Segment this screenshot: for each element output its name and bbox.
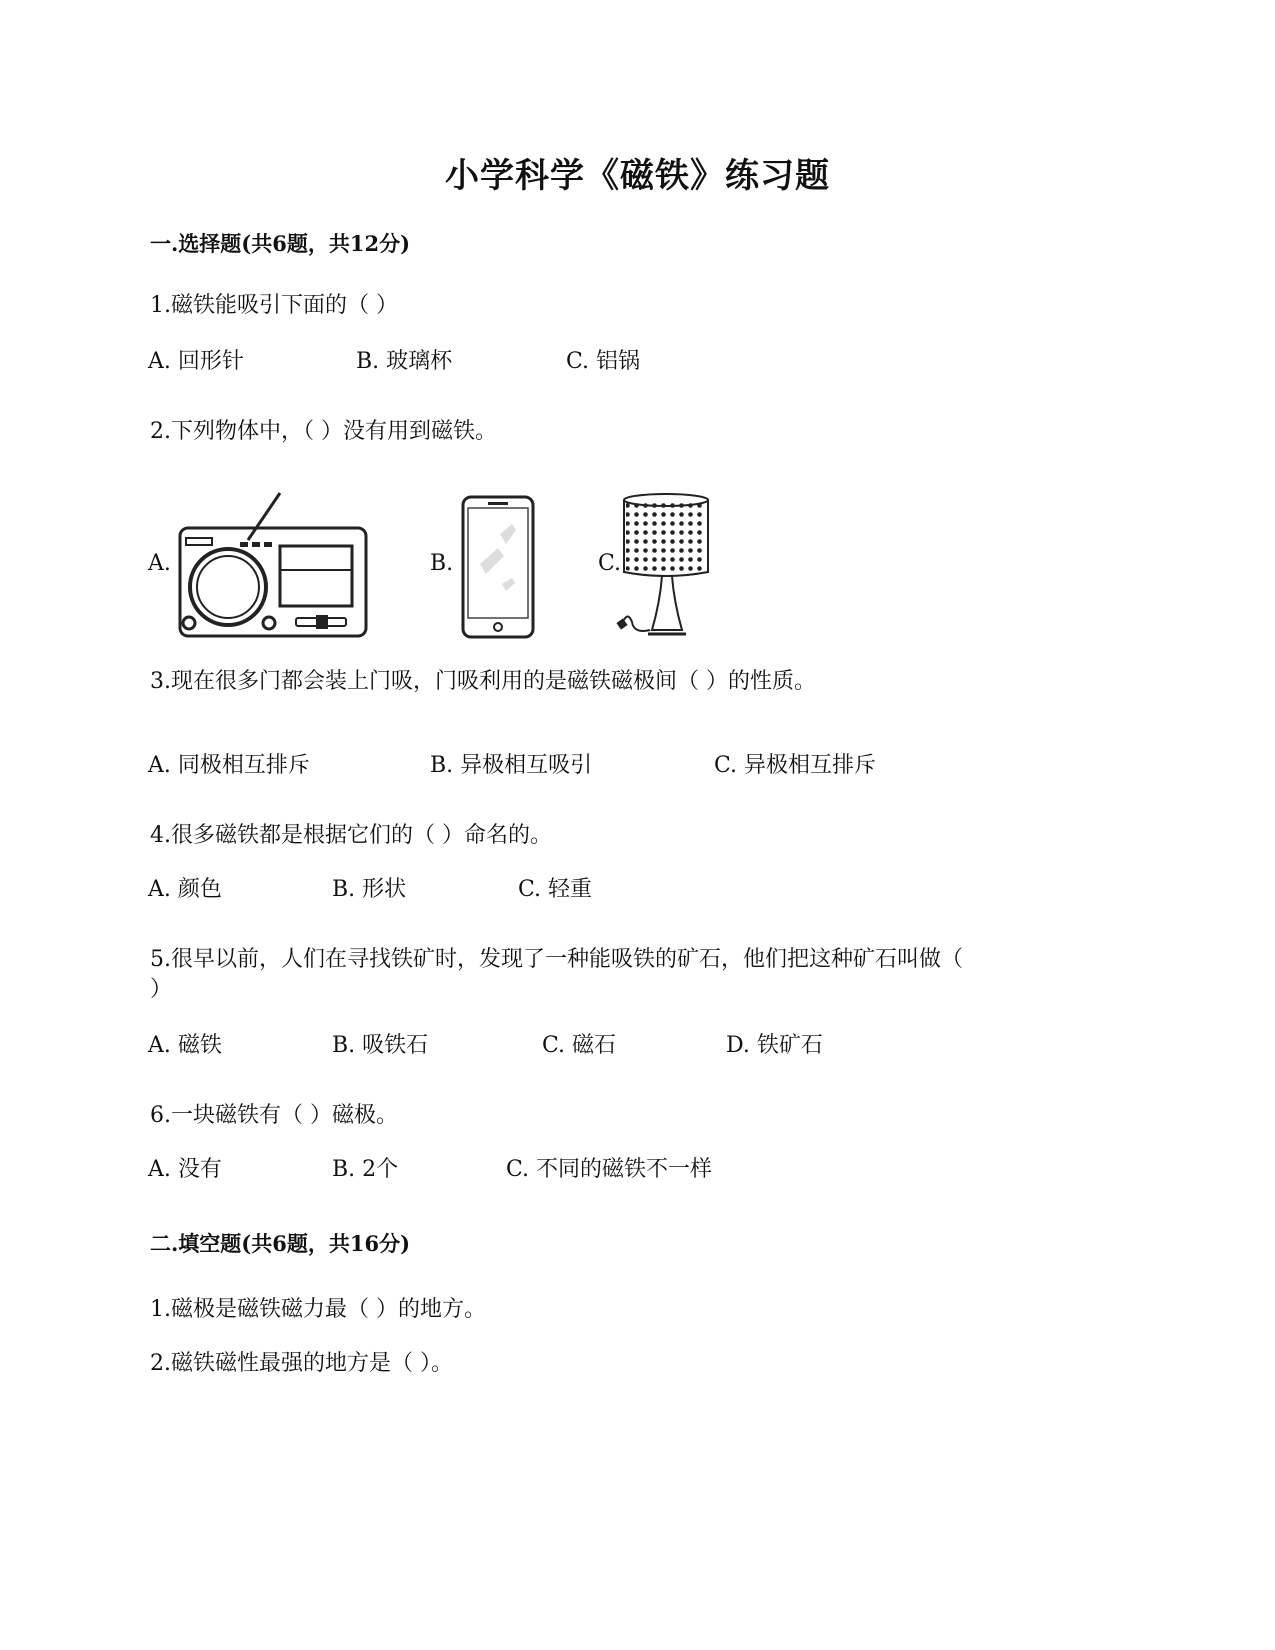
question-5: 5.很早以前，人们在寻找铁矿时，发现了一种能吸铁的矿石，他们把这种矿石叫做（ [150, 947, 963, 972]
option-c: C. 不同的磁铁不一样 [506, 1157, 713, 1182]
question-5-continued: ） [150, 977, 173, 1002]
option-a: A. 磁铁 [148, 1033, 222, 1058]
option-c: C. [598, 551, 622, 576]
question-1: 1.磁铁能吸引下面的（ ） [150, 293, 398, 318]
radio-icon [176, 490, 372, 640]
option-b: B. 2个 [332, 1157, 399, 1182]
option-a: A. [148, 551, 171, 576]
option-b: B. 异极相互吸引 [430, 753, 593, 778]
question-6: 6.一块磁铁有（ ）磁极。 [150, 1103, 398, 1128]
smartphone-icon [460, 494, 536, 640]
option-a: A. 没有 [148, 1157, 222, 1182]
option-a: A. 颜色 [148, 877, 222, 902]
table-lamp-icon [614, 492, 710, 642]
section-heading-fill-blank: 二.填空题(共6题，共16分) [150, 1231, 411, 1256]
option-b: B. [430, 551, 454, 576]
question-2: 2.下列物体中，（ ）没有用到磁铁。 [150, 419, 497, 444]
option-c: C. 磁石 [542, 1033, 617, 1058]
question-4: 4.很多磁铁都是根据它们的（ ）命名的。 [150, 823, 552, 848]
question-3: 3.现在很多门都会装上门吸，门吸利用的是磁铁磁极间（ ）的性质。 [150, 669, 816, 694]
fill-question-1: 1.磁极是磁铁磁力最（ ）的地方。 [150, 1297, 486, 1322]
option-b: B. 玻璃杯 [356, 349, 453, 374]
fill-question-2: 2.磁铁磁性最强的地方是（ ）。 [150, 1351, 453, 1376]
option-c: C. 铝锅 [566, 349, 641, 374]
option-c: C. 轻重 [518, 877, 593, 902]
option-b: B. 吸铁石 [332, 1033, 429, 1058]
option-d: D. 铁矿石 [726, 1033, 823, 1058]
option-a: A. 同极相互排斥 [148, 753, 310, 778]
option-c: C. 异极相互排斥 [714, 753, 877, 778]
section-heading-choice: 一.选择题(共6题，共12分) [150, 231, 411, 256]
option-a: A. 回形针 [148, 349, 244, 374]
option-b: B. 形状 [332, 877, 407, 902]
page-title: 小学科学《磁铁》练习题 [445, 156, 830, 196]
